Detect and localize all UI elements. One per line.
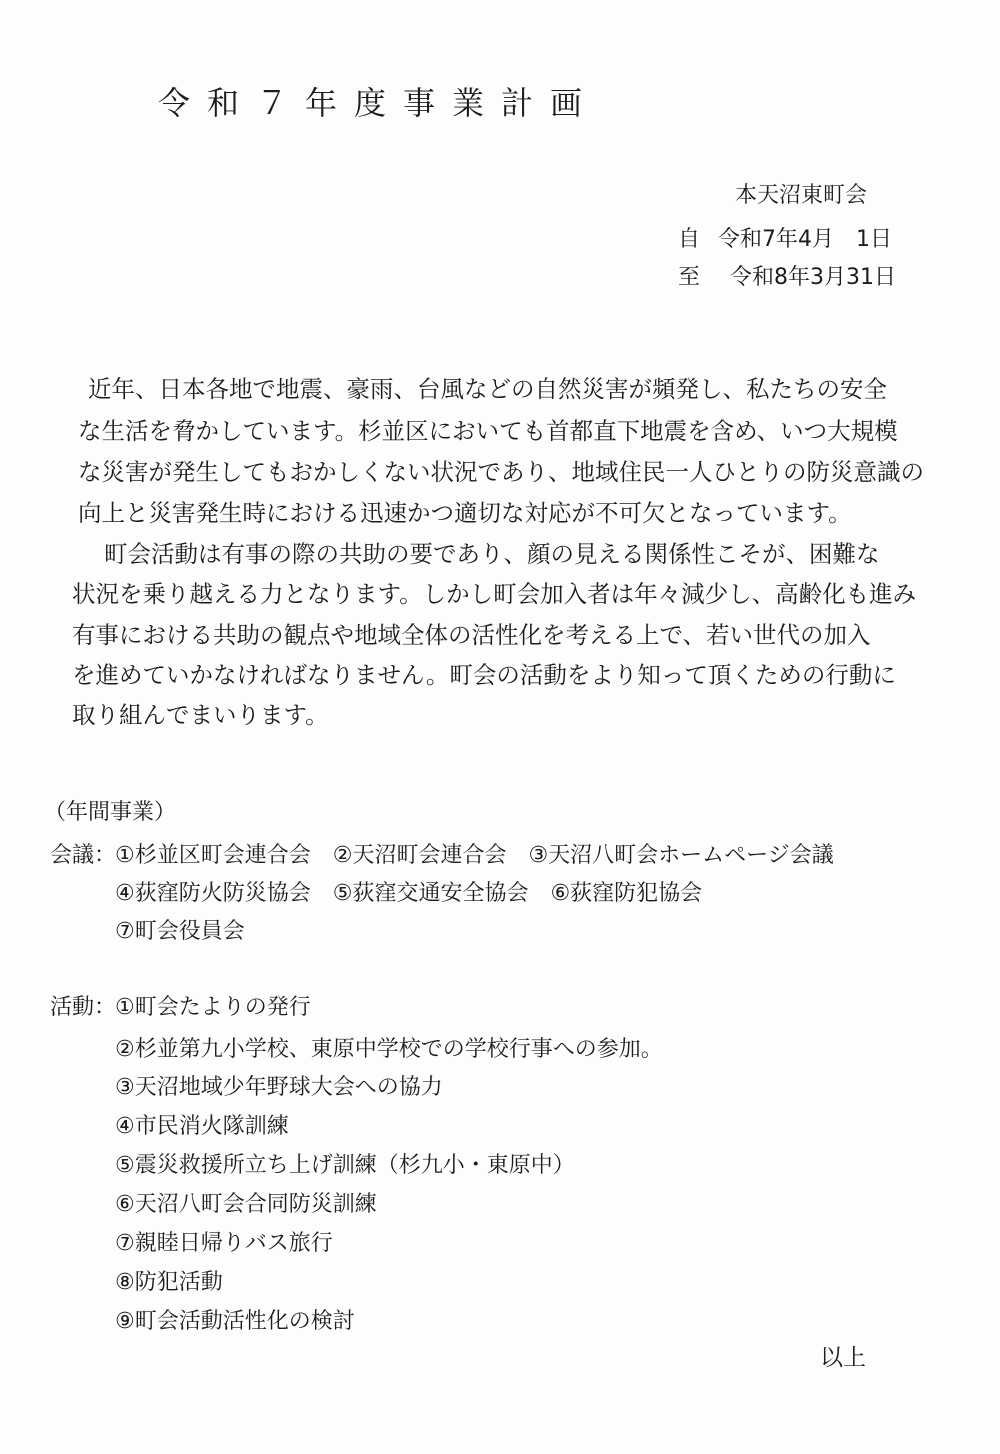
intro-line: 取り組んでまいります。 <box>72 701 329 729</box>
activity-item: ③天沼地域少年野球大会への協力 <box>115 1075 443 1100</box>
activity-item: ⑥天沼八町会合同防災訓練 <box>115 1192 377 1217</box>
activity-item: ⑨町会活動活性化の検討 <box>115 1309 355 1334</box>
meetings-row: ①杉並区町会連合会 ②天沼町会連合会 ③天沼八町会ホームページ会議 <box>115 843 834 868</box>
intro-line: な災害が発生してもおかしくない状況であり、地域住民一人ひとりの防災意識の <box>78 458 924 486</box>
period-from-date: 令和7年4月 1日 <box>718 227 892 252</box>
activity-item: ⑦親睦日帰りバス旅行 <box>115 1231 333 1256</box>
closing-text: 以上 <box>820 1345 866 1371</box>
activities-label: 活動： <box>50 995 117 1020</box>
meetings-row: ⑦町会役員会 <box>115 919 245 944</box>
meetings-row: ④荻窪防火防災協会 ⑤荻窪交通安全協会 ⑥荻窪防犯協会 <box>115 881 703 906</box>
intro-line: 近年、日本各地で地震、豪雨、台風などの自然災害が頻発し、私たちの安全 <box>88 375 887 403</box>
meetings-label: 会議： <box>50 843 117 868</box>
period-to-date: 令和8年3月31日 <box>730 265 896 290</box>
activity-item: ④市民消火隊訓練 <box>115 1114 289 1139</box>
intro-line: 町会活動は有事の際の共助の要であり、顔の見える関係性こそが、困難な <box>104 540 880 568</box>
activity-item: ⑤震災救援所立ち上げ訓練（杉九小・東原中） <box>115 1153 575 1178</box>
intro-line: な生活を脅かしています。杉並区においても首都直下地震を含め、いつ大規模 <box>78 417 898 445</box>
intro-line: 状況を乗り越える力となります。しかし町会加入者は年々減少し、高齢化も進み <box>72 580 917 608</box>
intro-line: 有事における共助の観点や地域全体の活性化を考える上で、若い世代の加入 <box>72 621 871 649</box>
document-title: 令和７年度事業計画 <box>158 84 600 122</box>
annual-heading: （年間事業） <box>44 800 177 825</box>
activity-item: ⑧防犯活動 <box>115 1270 223 1295</box>
activity-item: ①町会たよりの発行 <box>115 995 311 1020</box>
intro-line: を進めていかなければなりません。町会の活動をより知って頂くための行動に <box>72 661 896 689</box>
activity-item: ②杉並第九小学校、東原中学校での学校行事への参加。 <box>115 1037 663 1062</box>
organization-name: 本天沼東町会 <box>735 183 868 208</box>
period-from-label: 自 <box>678 227 701 252</box>
intro-line: 向上と災害発生時における迅速かつ適切な対応が不可欠となっています。 <box>78 499 852 527</box>
period-to-label: 至 <box>678 265 701 290</box>
